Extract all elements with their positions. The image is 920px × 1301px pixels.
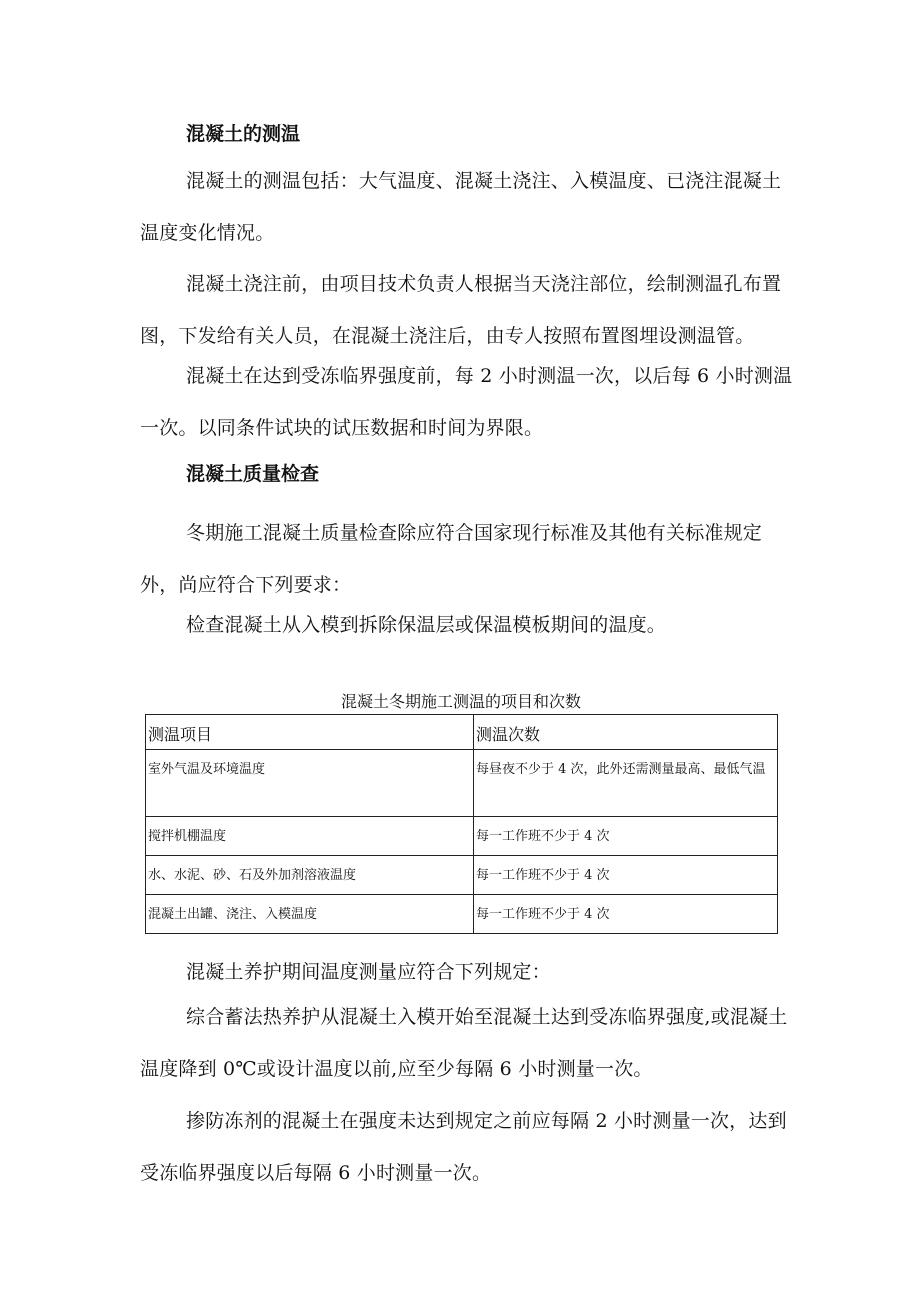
- paragraph-inspection-temperature: 检查混凝土从入模到拆除保温层或保温模板期间的温度。: [186, 614, 667, 636]
- table-cell-count: 每一工作班不少于 4 次: [474, 817, 778, 856]
- paragraph-measurement-frequency: 混凝土在达到受冻临界强度前，每 2 小时测温一次，以后每 6 小时测温一次。以同条件试块的试压数据和时间为界限。: [140, 365, 793, 439]
- measurement-table: [145, 714, 778, 934]
- table-cell-item: 搅拌机棚温度: [146, 817, 474, 856]
- table-cell-count: 每一工作班不少于 4 次: [474, 856, 778, 895]
- paragraph-before-pouring: 混凝土浇注前，由项目技术负责人根据当天浇注部位，绘制测温孔布置图，下发给有关人员，在混凝土浇注后，由专人按照布置图埋设测温管。: [140, 273, 782, 347]
- table-row: [146, 817, 778, 856]
- table-row: [146, 856, 778, 895]
- table-cell-item: 混凝土出罐、浇注、入模温度: [146, 895, 474, 934]
- paragraph-antifreeze: 掺防冻剂的混凝土在强度未达到规定之前应每隔 2 小时测量一次，达到受冻临界强度以后每隔 6 小时测量一次。: [140, 1110, 787, 1184]
- paragraph-heat-curing: 综合蓄法热养护从混凝土入模开始至混凝土达到受冻临界强度,或混凝土温度降到 0℃或设计温度以前,应至少每隔 6 小时测量一次。: [140, 1006, 788, 1080]
- paragraph-curing-measurement-rules: 混凝土养护期间温度测量应符合下列规定：: [186, 961, 551, 983]
- section-heading-temperature-measurement: 混凝土的测温: [186, 123, 301, 145]
- table-header-row: [146, 715, 778, 750]
- paragraph-measurement-scope: 混凝土的测温包括：大气温度、混凝土浇注、入模温度、已浇注混凝土温度变化情况。: [140, 170, 782, 244]
- table-cell-item: 室外气温及环境温度: [146, 750, 474, 817]
- table-cell-count: 每昼夜不少于 4 次，此外还需测量最高、最低气温: [474, 750, 778, 817]
- table-caption: 混凝土冬期施工测温的项目和次数: [340, 692, 581, 711]
- table-cell-item: 水、水泥、砂、石及外加剂溶液温度: [146, 856, 474, 895]
- table-row: [146, 895, 778, 934]
- paragraph-inspection-requirements: 冬期施工混凝土质量检查除应符合国家现行标准及其他有关标准规定外，尚应符合下列要求：: [140, 522, 763, 596]
- table-cell-count: 每一工作班不少于 4 次: [474, 895, 778, 934]
- column-header-count: 测温次数: [474, 715, 778, 750]
- table-row: [146, 750, 778, 817]
- column-header-item: 测温项目: [146, 715, 474, 750]
- section-heading-quality-inspection: 混凝土质量检查: [186, 463, 320, 485]
